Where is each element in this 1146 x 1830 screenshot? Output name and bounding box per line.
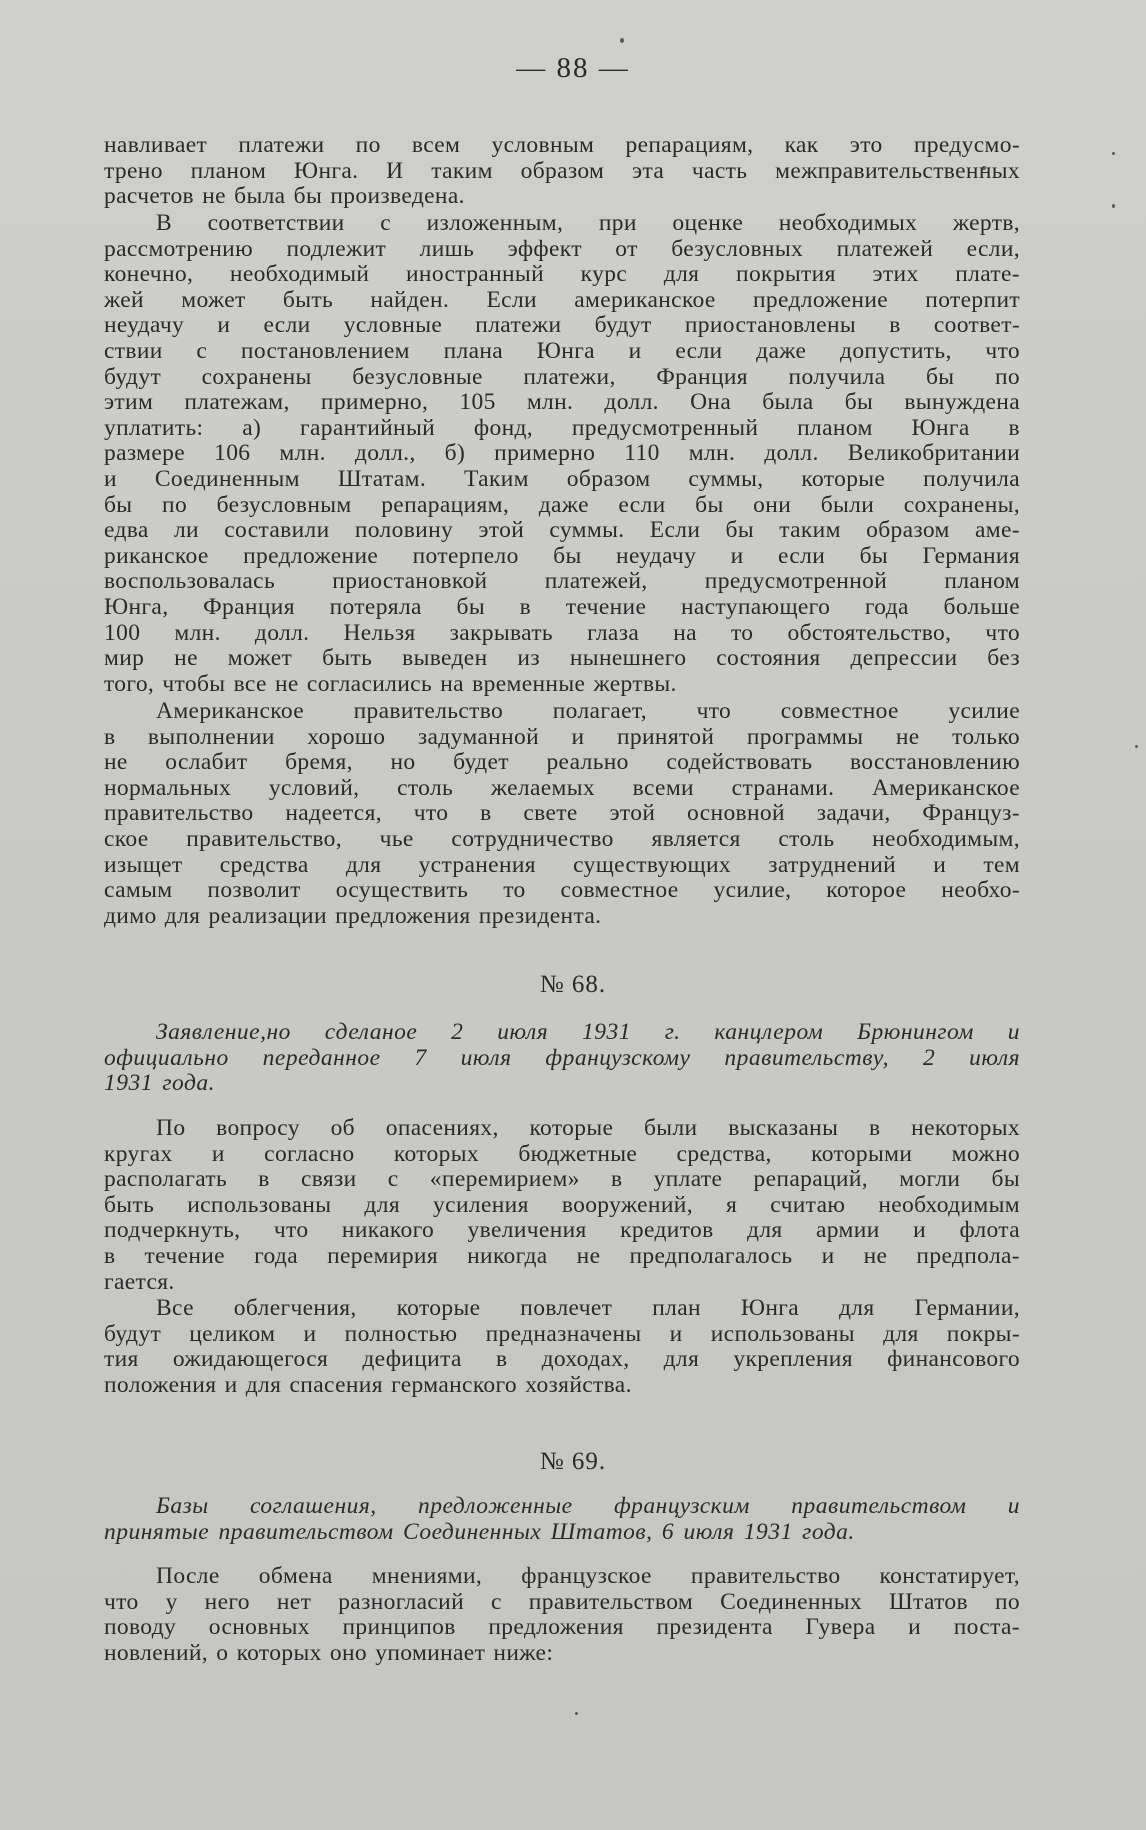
text-line: в течение года перемирия никогда не предполагалось и не предпола- xyxy=(104,1242,1020,1269)
continuation-paragraph xyxy=(104,133,1020,210)
text-line: в выполнении хорошо задуманной и принятой программы не только xyxy=(104,723,1020,750)
paragraph-american-government xyxy=(104,699,1020,929)
text-line: положения и для спасения германского хозяйства. xyxy=(104,1371,632,1398)
text-line: подчеркнуть, что никакого увеличения кредитов для армии и флота xyxy=(104,1217,1020,1244)
text-line: не ослабит бремя, но будет реально содействовать восстановлению xyxy=(104,749,1020,776)
text-line: неудачу и если условные платежи будут приостановлены в соответ- xyxy=(104,312,1020,339)
ink-speck xyxy=(1135,745,1138,748)
text-line: Юнга, Франция потеряла бы в течение наступающего года больше xyxy=(104,593,1020,620)
text-line: будут сохранены безусловные платежи, Франция получила бы по xyxy=(104,363,1020,390)
document-number-69: № 69. xyxy=(539,1448,607,1475)
text-line: рассмотрению подлежит лишь эффект от безусловных платежей если, xyxy=(104,235,1020,262)
text-line: В соответствии с изложенным, при оценке необходимых жертв, xyxy=(156,210,1020,236)
text-line: воспользовалась приостановкой платежей, предусмотренной планом xyxy=(104,568,1020,595)
text-line: будут целиком и полностью предназначены и использованы для покры- xyxy=(104,1320,1020,1347)
text-line: самым позволит осуществить то совместное усилие, которое необхо- xyxy=(104,877,1020,904)
title-line: 1931 года. xyxy=(104,1070,215,1097)
text-line: кругах и согласно которых бюджетные средства, которыми можно xyxy=(104,1140,1020,1167)
title-line: Заявление,но сделаное 2 июля 1931 г. канцлером Брюнингом и xyxy=(156,1019,1020,1045)
title-line: официально переданное 7 июля французскому правительству, 2 июля xyxy=(104,1044,1020,1071)
page-number: — 88 — xyxy=(516,52,630,84)
document-title-68 xyxy=(104,1020,1020,1097)
title-line: принятые правительством Соединенных Штатов, 6 июля 1931 года. xyxy=(104,1518,855,1545)
text-line: конечно, необходимый иностранный курс для покрытия этих плате- xyxy=(104,261,1020,288)
ink-speck xyxy=(620,38,624,43)
ink-speck xyxy=(1112,204,1115,208)
text-line: быть использованы для усиления вооружений, я считаю необходимым xyxy=(104,1191,1020,1218)
text-line: едва ли составили половину этой суммы. Если бы таким образом аме- xyxy=(104,517,1020,544)
text-line: этим платежам, примерно, 105 млн. долл. Она была бы вынуждена xyxy=(104,389,1020,416)
text-line: жей может быть найден. Если американское предложение потерпит xyxy=(104,286,1020,313)
text-line: нормальных условий, столь желаемых всеми странами. Американское xyxy=(104,774,1020,801)
text-line: ствии с постановлением плана Юнга и если даже допустить, что xyxy=(104,337,1020,364)
text-line: того, чтобы все не согласились на временные жертвы. xyxy=(104,670,677,697)
text-line: мир не может быть выведен из нынешнего состояния депрессии без xyxy=(104,645,1020,672)
text-line: навливает платежи по всем условным репарациям, как это предусмо- xyxy=(104,132,1020,158)
text-line: риканское предложение потерпело бы неудачу и если бы Германия xyxy=(104,542,1020,569)
text-line: ское правительство, чье сотрудничество является столь необходимым, xyxy=(104,825,1020,852)
text-line: гается. xyxy=(104,1268,175,1295)
text-line: размере 106 млн. долл., б) примерно 110 млн. долл. Великобритании xyxy=(104,440,1020,467)
text-line: изыщет средства для устранения существующих затруднений и тем xyxy=(104,851,1020,878)
text-line: трено планом Юнга. И таким образом эта часть межправительственных xyxy=(104,157,1020,184)
document-69-paragraph-1 xyxy=(104,1564,1020,1666)
text-line: Американское правительство полагает, что совместное усилие xyxy=(156,698,1020,724)
text-line: правительство надеется, что в свете этой основной задачи, Француз- xyxy=(104,800,1020,827)
text-line: По вопросу об опасениях, которые были высказаны в некоторых xyxy=(156,1115,1020,1141)
text-line: После обмена мнениями, французское правительство констатирует, xyxy=(156,1563,1020,1589)
text-line: поводу основных принципов предложения президента Гувера и поста- xyxy=(104,1614,1020,1641)
text-line: Все облегчения, которые повлечет план Юнга для Германии, xyxy=(156,1295,1020,1321)
ink-speck xyxy=(1112,152,1115,155)
text-line: 100 млн. долл. Нельзя закрывать глаза на то обстоятельство, что xyxy=(104,619,1020,646)
text-line: и Соединенным Штатам. Таким образом суммы, которые получила xyxy=(104,465,1020,492)
document-number-68: № 68. xyxy=(539,971,607,998)
paragraph-sacrifices xyxy=(104,211,1020,697)
text-line: бы по безусловным репарациям, даже если бы они были сохранены, xyxy=(104,491,1020,518)
text-line: расчетов не была бы произведена. xyxy=(104,183,465,210)
document-title-69 xyxy=(104,1494,1020,1545)
title-line: Базы соглашения, предложенные французским правительством и xyxy=(156,1493,1020,1519)
document-68-paragraph-2 xyxy=(104,1296,1020,1398)
text-line: новлений, о которых оно упоминает ниже: xyxy=(104,1639,554,1666)
text-line: тия ожидающегося дефицита в доходах, для укрепления финансового xyxy=(104,1346,1020,1373)
text-line: располагать в связи с «перемирием» в уплате репараций, могли бы xyxy=(104,1166,1020,1193)
text-line: уплатить: а) гарантийный фонд, предусмотренный планом Юнга в xyxy=(104,414,1020,441)
text-line: что у него нет разногласий с правительством Соединенных Штатов по xyxy=(104,1588,1020,1615)
document-68-paragraph-1 xyxy=(104,1116,1020,1295)
ink-speck xyxy=(575,1712,578,1715)
text-line: димо для реализации предложения президента. xyxy=(104,902,602,929)
